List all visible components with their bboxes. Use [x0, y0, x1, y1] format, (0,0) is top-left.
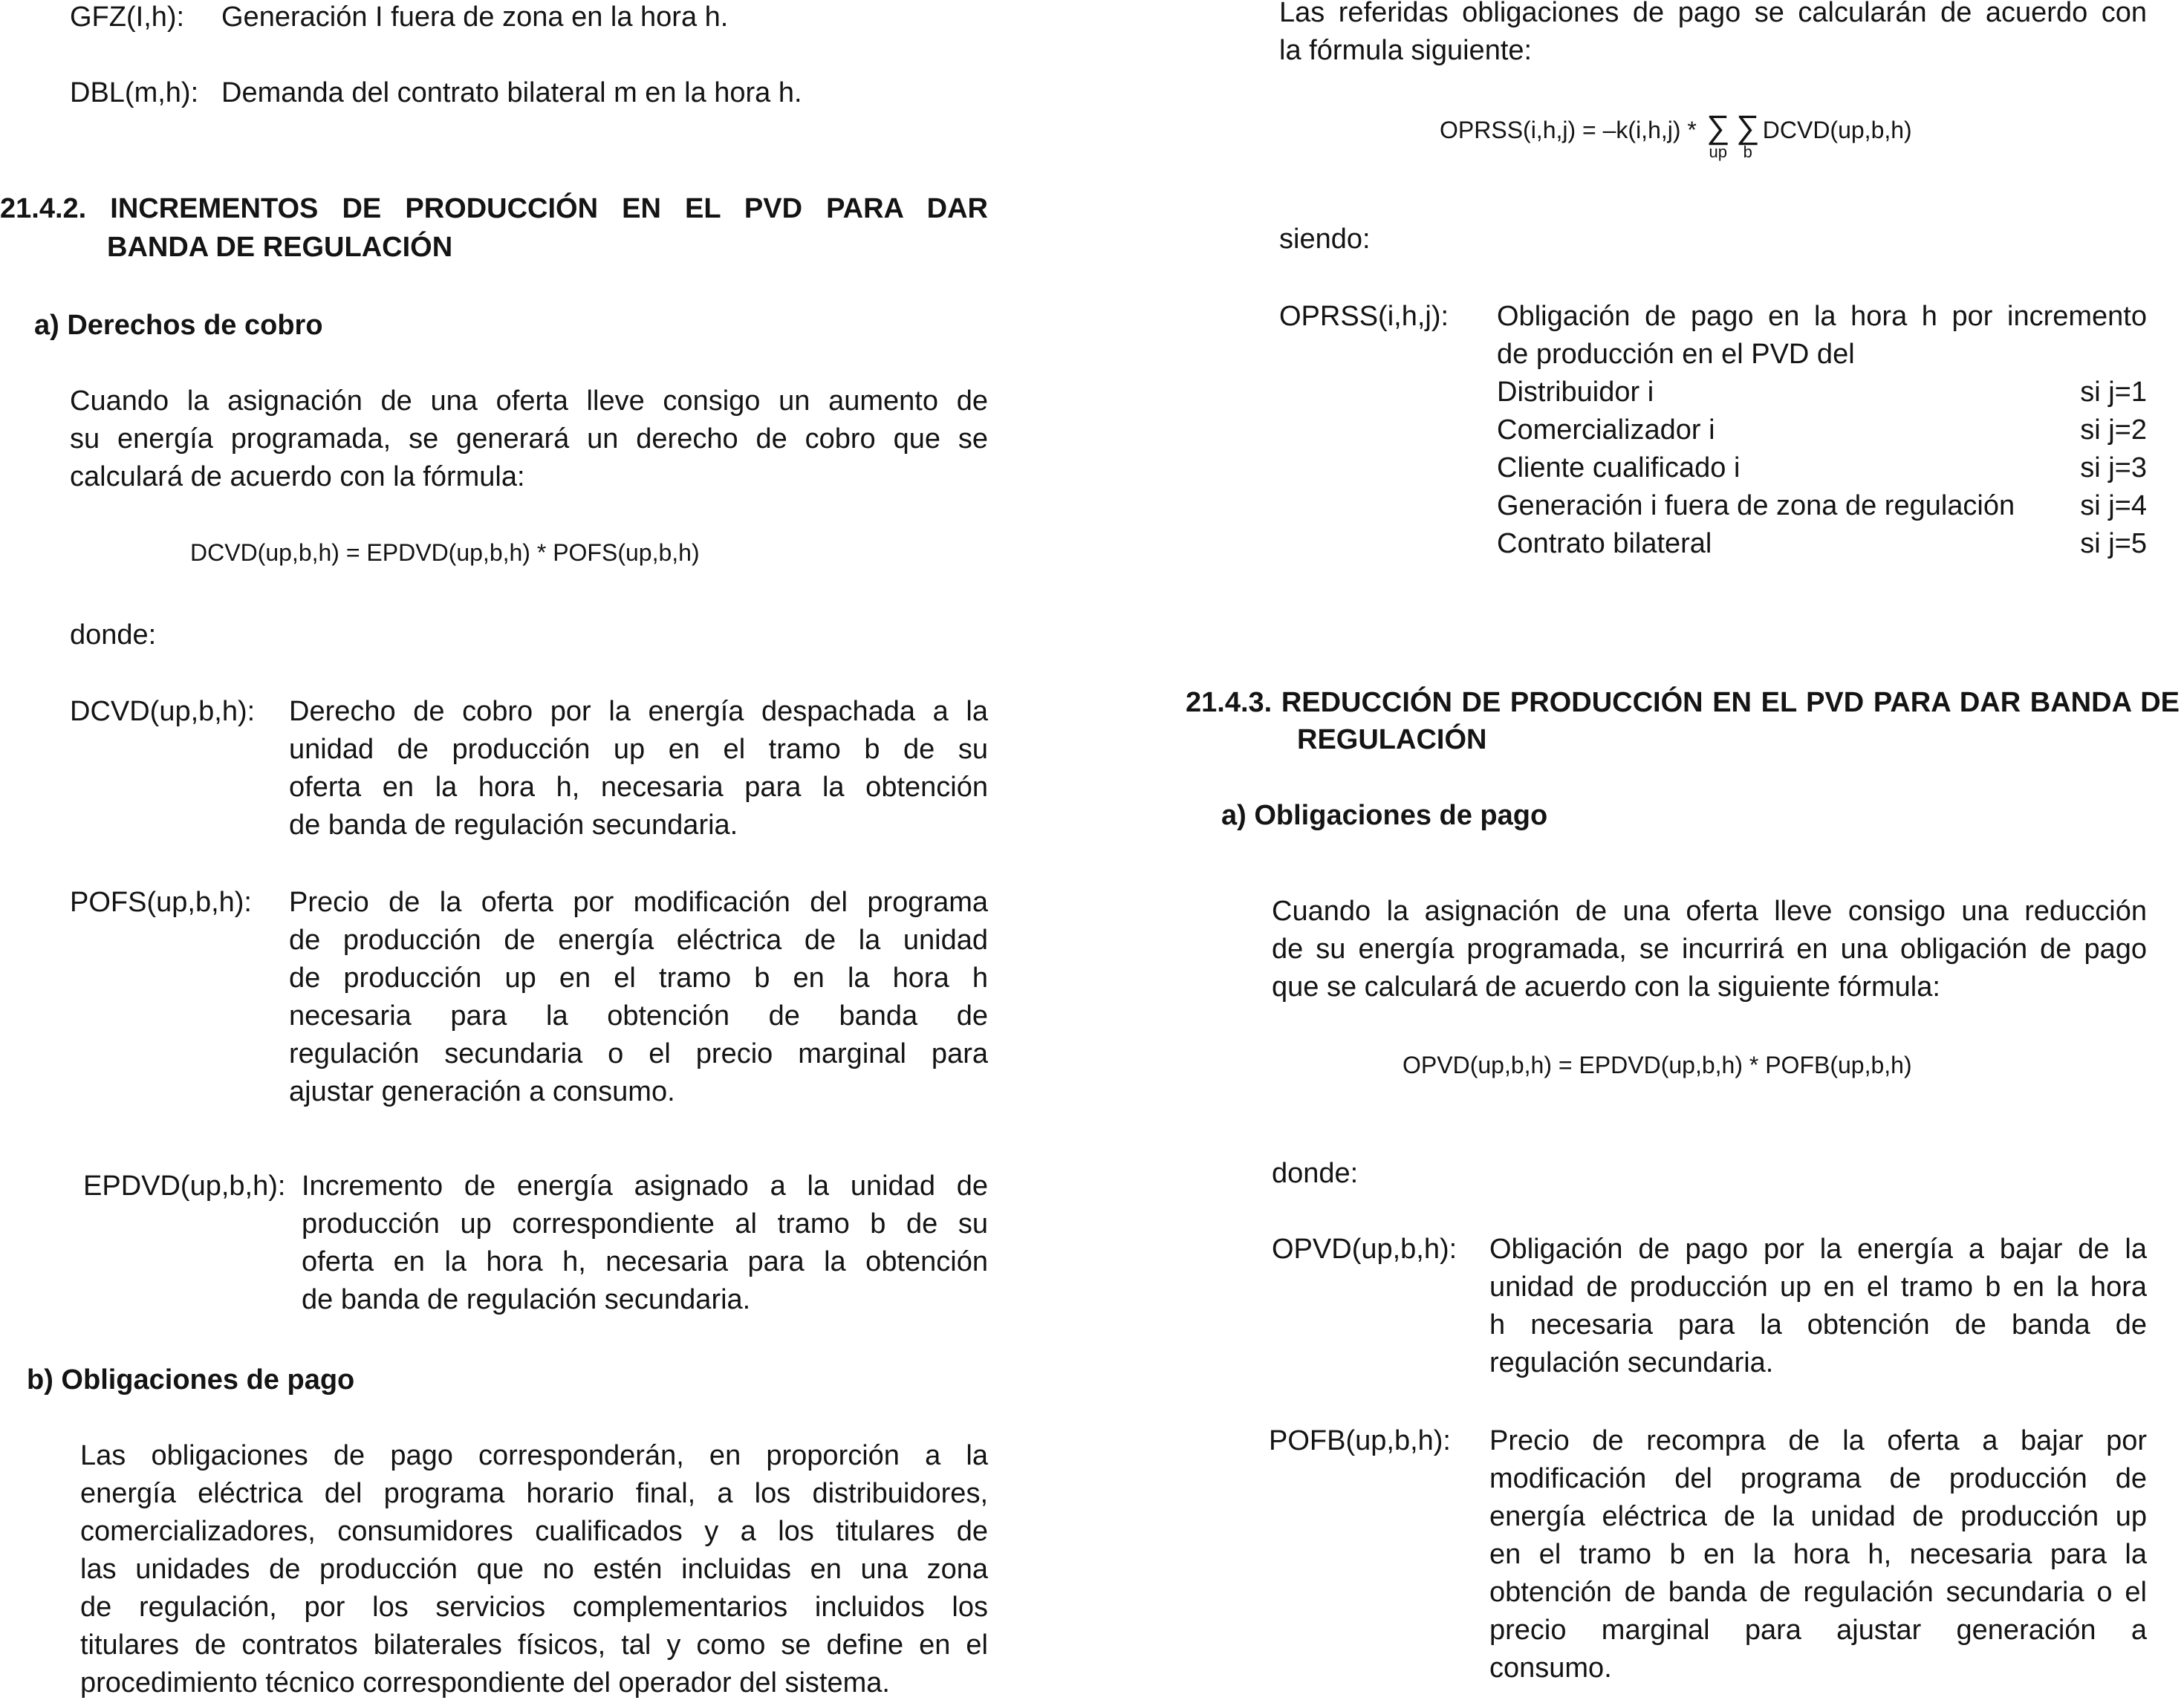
oprss-case-row	[1497, 411, 2147, 449]
def-line: precio marginal para ajustar generación a	[1489, 1615, 2147, 1646]
case-name: Distribuidor i	[1497, 377, 1654, 408]
def-line: Incremento de energía asignado a la unidad de	[302, 1170, 988, 1202]
case-name: Generación i fuera de zona de regulación	[1497, 490, 2015, 521]
def-label-dcvd: DCVD(up,b,h):	[70, 696, 256, 727]
siendo-label: siendo:	[1279, 224, 1371, 255]
paragraph-line: comercializadores, consumidores cualificados y a los titulares de	[80, 1516, 988, 1547]
gfz-label: GFZ(I,h):	[70, 1, 185, 33]
section-heading-21-4-3-cont: REGULACIÓN	[1297, 724, 1487, 755]
subheading-obligaciones-pago: b) Obligaciones de pago	[27, 1364, 355, 1396]
paragraph-line: calculará de acuerdo con la fórmula:	[70, 461, 525, 492]
oprss-case-row	[1497, 487, 2147, 525]
def-line: de banda de regulación secundaria.	[302, 1284, 751, 1315]
formula-oprss-rhs: DCVD(up,b,h)	[1762, 117, 1912, 143]
case-name: Contrato bilateral	[1497, 528, 1712, 559]
paragraph-line: Las referidas obligaciones de pago se calcularán de acuerdo con	[1279, 0, 2147, 28]
def-text-opvd	[1489, 1231, 2147, 1382]
donde-label-right: donde:	[1272, 1158, 1359, 1189]
def-label-oprss: OPRSS(i,h,j):	[1279, 301, 1449, 332]
sum-symbol: ∑	[1736, 109, 1760, 146]
donde-label: donde:	[70, 619, 157, 651]
def-line: obtención de banda de regulación secundaria o el	[1489, 1577, 2147, 1608]
def-label-pofb: POFB(up,b,h):	[1269, 1425, 1451, 1456]
def-line: Derecho de cobro por la energía despachada a la	[289, 696, 988, 727]
def-line: Obligación de pago en la hora h por incremento	[1497, 301, 2147, 332]
paragraph-line: su energía programada, se generará un derecho de cobro que se	[70, 423, 988, 455]
case-condition: si j=3	[2080, 452, 2147, 483]
formula-opvd: OPVD(up,b,h) = EPDVD(up,b,h) * POFB(up,b,h)	[1403, 1052, 1912, 1078]
section-heading-21-4-3: 21.4.3. REDUCCIÓN DE PRODUCCIÓN EN EL PVD PARA DAR BANDA DE	[1186, 687, 2180, 718]
dbl-label: DBL(m,h):	[70, 77, 199, 108]
def-label-opvd: OPVD(up,b,h):	[1272, 1234, 1457, 1265]
paragraph-line: las unidades de producción que no estén incluidas en una zona	[80, 1554, 988, 1585]
def-line: unidad de producción up en el tramo b de su	[289, 734, 988, 765]
paragraph-obligaciones	[80, 1437, 988, 1702]
intro-paragraph	[1279, 0, 2147, 70]
def-line: en el tramo b en la hora h, necesaria para la	[1489, 1539, 2147, 1570]
gfz-text: Generación I fuera de zona en la hora h.	[221, 1, 729, 33]
def-line: energía eléctrica de la unidad de producción up	[1489, 1501, 2147, 1532]
case-name: Comercializador i	[1497, 414, 1715, 446]
def-text-pofb	[1489, 1422, 2147, 1687]
def-line: regulación secundaria o el precio marginal para	[289, 1038, 988, 1069]
def-line: necesaria para la obtención de banda de	[289, 1000, 988, 1032]
paragraph-line: procedimiento técnico correspondiente del operador del sistema.	[80, 1667, 890, 1699]
def-line: consumo.	[1489, 1652, 1612, 1684]
def-line: ajustar generación a consumo.	[289, 1076, 675, 1107]
paragraph-line: Cuando la asignación de una oferta lleve consigo una reducción	[1272, 896, 2147, 927]
formula-oprss	[1440, 111, 1912, 178]
summation-up	[1703, 109, 1733, 161]
dbl-text: Demanda del contrato bilateral m en la hora h.	[221, 77, 802, 108]
def-text-dcvd	[289, 693, 988, 844]
sum-subscript: up	[1709, 143, 1727, 161]
paragraph-line: la fórmula siguiente:	[1279, 35, 1533, 66]
def-line: oferta en la hora h, necesaria para la obtención	[302, 1246, 988, 1277]
def-line: de banda de regulación secundaria.	[289, 810, 738, 841]
def-line: oferta en la hora h, necesaria para la obtención	[289, 772, 988, 803]
def-line: Obligación de pago por la energía a bajar de la	[1489, 1234, 2147, 1265]
paragraph-line: de regulación, por los servicios complementarios incluidos los	[80, 1592, 988, 1623]
case-condition: si j=2	[2080, 414, 2147, 446]
def-text-oprss	[1497, 298, 2147, 374]
def-line: h necesaria para la obtención de banda de	[1489, 1309, 2147, 1341]
oprss-case-row	[1497, 525, 2147, 563]
def-line: producción up correspondiente al tramo b de su	[302, 1208, 988, 1240]
subheading-obligaciones-pago-reduccion: a) Obligaciones de pago	[1221, 800, 1548, 831]
def-line: de producción en el PVD del	[1497, 339, 1855, 370]
case-condition: si j=5	[2080, 528, 2147, 559]
def-line: de producción de energía eléctrica de la unidad	[289, 925, 988, 956]
paragraph-line: Las obligaciones de pago corresponderán, en proporción a la	[80, 1440, 988, 1471]
sum-subscript: b	[1743, 143, 1752, 161]
formula-oprss-lhs: OPRSS(i,h,j) = –k(i,h,j) *	[1440, 117, 1697, 143]
sum-symbol: ∑	[1706, 109, 1730, 146]
section-heading-21-4-2: 21.4.2. INCREMENTOS DE PRODUCCIÓN EN EL PVD PARA DAR	[0, 193, 988, 224]
case-condition: si j=1	[2080, 377, 2147, 408]
def-label-pofs: POFS(up,b,h):	[70, 887, 252, 918]
def-label-epdvd: EPDVD(up,b,h):	[83, 1170, 286, 1202]
def-line: unidad de producción up en el tramo b en la hora	[1489, 1271, 2147, 1303]
paragraph-aumento	[70, 382, 988, 496]
def-text-pofs	[289, 884, 988, 1111]
summation-b	[1733, 109, 1763, 161]
def-line: modificación del programa de producción de	[1489, 1463, 2147, 1494]
def-text-epdvd	[302, 1168, 988, 1319]
section-heading-21-4-2-cont: BANDA DE REGULACIÓN	[107, 232, 453, 263]
paragraph-reduccion	[1272, 893, 2147, 1006]
oprss-case-row	[1497, 449, 2147, 487]
paragraph-line: titulares de contratos bilaterales físicos, tal y como se define en el	[80, 1629, 988, 1661]
def-line: regulación secundaria.	[1489, 1347, 1774, 1378]
paragraph-line: de su energía programada, se incurrirá en una obligación de pago	[1272, 934, 2147, 965]
formula-dcvd: DCVD(up,b,h) = EPDVD(up,b,h) * POFS(up,b,h)	[190, 539, 700, 566]
def-line: Precio de recompra de la oferta a bajar por	[1489, 1425, 2147, 1456]
oprss-case-row	[1497, 374, 2147, 411]
def-line: Precio de la oferta por modificación del programa	[289, 887, 988, 918]
subheading-derechos-cobro: a) Derechos de cobro	[34, 310, 323, 341]
paragraph-line: energía eléctrica del programa horario final, a los distribuidores,	[80, 1478, 988, 1509]
case-name: Cliente cualificado i	[1497, 452, 1741, 483]
case-condition: si j=4	[2080, 490, 2147, 521]
def-line: de producción up en el tramo b en la hora h	[289, 963, 988, 994]
paragraph-line: que se calculará de acuerdo con la siguiente fórmula:	[1272, 971, 1940, 1003]
paragraph-line: Cuando la asignación de una oferta lleve consigo un aumento de	[70, 385, 988, 417]
